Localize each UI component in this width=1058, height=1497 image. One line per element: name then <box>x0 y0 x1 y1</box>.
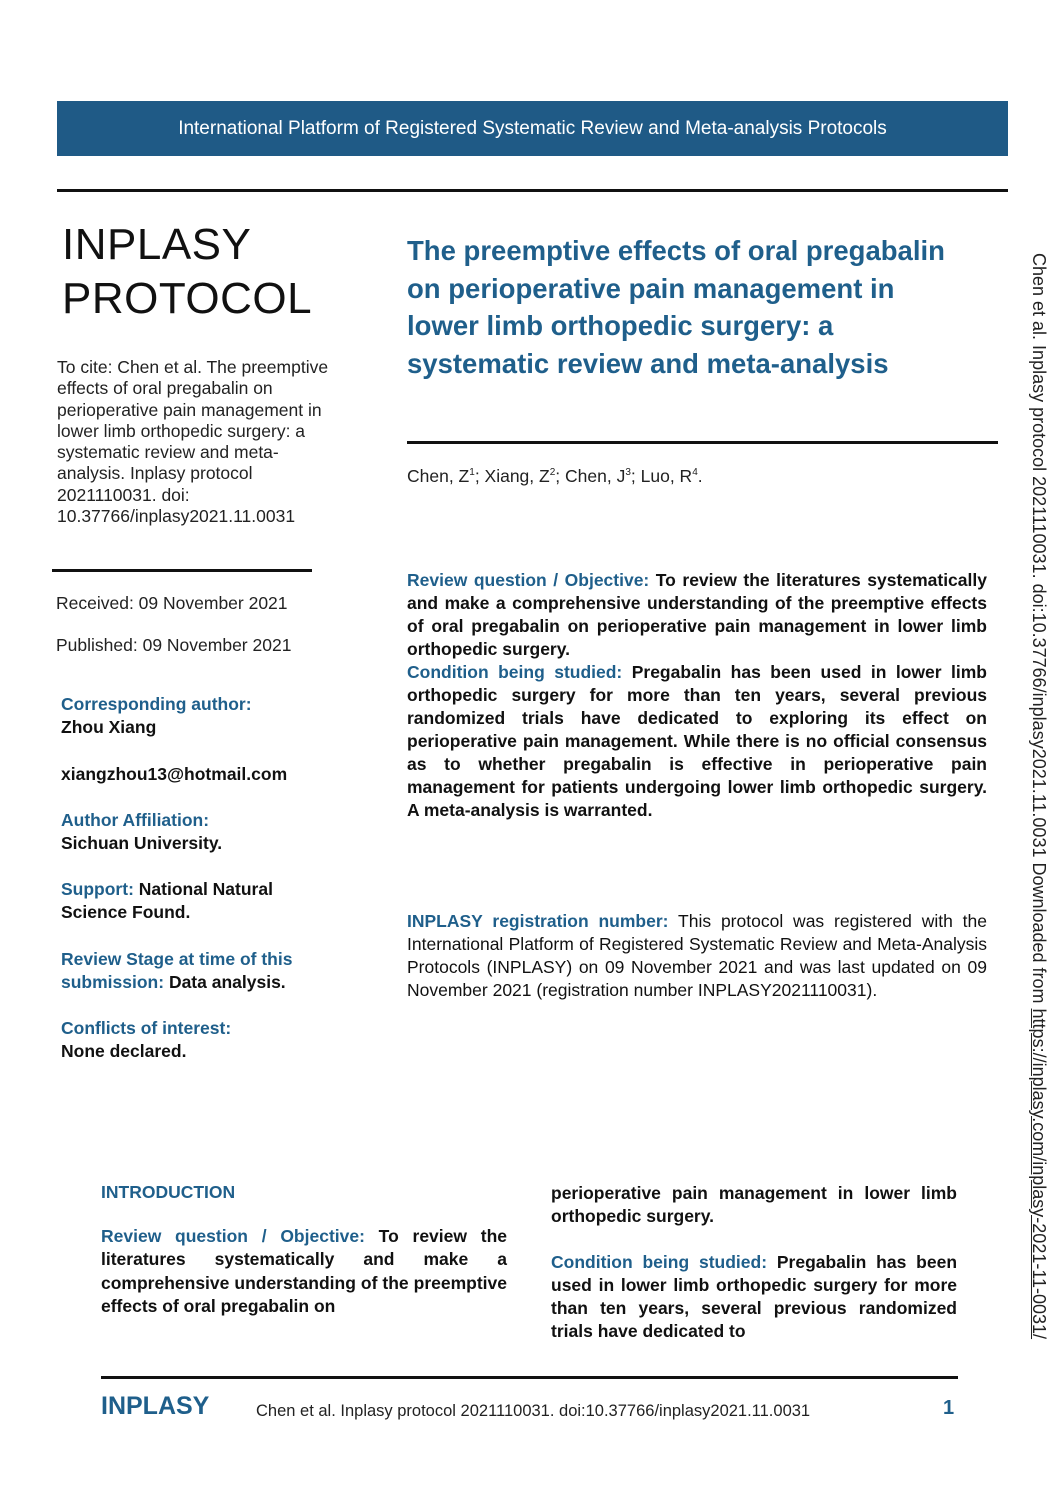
review-stage <box>61 948 336 994</box>
abstract-objective-label: Review question / Objective: <box>407 570 650 590</box>
header-rule <box>57 189 1008 192</box>
protocol-heading-line2: PROTOCOL <box>62 274 313 323</box>
published-date: Published: 09 November 2021 <box>56 635 292 655</box>
author-4-affil: 4 <box>692 467 698 479</box>
article-title: The preemptive effects of oral pregabalin on perioperative pain management in lower limb orthopedic surgery: a systematic review and meta-analysis <box>407 235 945 379</box>
author-3-affil: 3 <box>625 467 631 479</box>
intro-condition-text: Pregabalin has been used in lower limb orthopedic surgery for more than ten years, several previous randomized trials have dedicated to <box>551 1251 958 1342</box>
download-link[interactable]: https://inplasy.com/inplasy-2021-11-0031/ <box>1029 1008 1049 1340</box>
author-1: Chen, Z <box>407 466 470 486</box>
intro-objective-continued: perioperative pain management in lower limb orthopedic surgery. <box>551 1183 957 1227</box>
citation-rule <box>52 569 312 572</box>
abstract-registration <box>407 910 987 1002</box>
author-affiliation <box>61 809 336 855</box>
conflicts-of-interest <box>61 1017 336 1063</box>
abstract-objective-text: To review the literatures systematically and make a comprehensive understanding of the preemptive effects of oral pregabalin on perioperative pain management in lower limb orthopedic surgery. <box>407 570 987 659</box>
intro-column-right <box>551 1182 957 1344</box>
citation-text: To cite: Chen et al. The preemptive effects of oral pregabalin on perioperative pain management in lower limb orthopedic surgery: a systematic review and meta-analysis. Inplasy protocol 2021110031. doi: 10.37766/inplasy2021.11.0031 <box>57 357 329 527</box>
corresponding-author-label: Corresponding author: <box>61 694 252 714</box>
registration-text: This protocol was registered with the International Platform of Registered Systematic Review and Meta-Analysis Protocols (INPLASY) on 09 November 2021 and was last updated on 09 November 2021 (registration number INPLASY2021110031). <box>407 911 987 1000</box>
author-4: ; Luo, R <box>630 466 693 486</box>
corresponding-author-name: Zhou Xiang <box>61 717 157 737</box>
side-download-note <box>1024 253 1054 1381</box>
introduction-heading: INTRODUCTION <box>101 1182 236 1202</box>
conflicts-label: Conflicts of interest: <box>61 1018 232 1038</box>
title-rule <box>407 441 998 444</box>
conflicts-value: None declared. <box>61 1041 187 1061</box>
author-3: ; Chen, J <box>555 466 626 486</box>
author-2-affil: 2 <box>549 467 556 479</box>
affiliation-label: Author Affiliation: <box>61 810 210 830</box>
author-email[interactable]: xiangzhou13@hotmail.com <box>61 764 288 784</box>
author-2: ; Xiang, Z <box>474 466 550 486</box>
header-banner: International Platform of Registered Systematic Review and Meta-analysis Protocols <box>57 101 1008 156</box>
registration-label: INPLASY registration number: <box>407 911 669 931</box>
intro-objective-text: To review the literatures systematically and make a comprehensive understanding of the preemptive effects of oral pregabalin on <box>101 1226 507 1316</box>
footer-citation: Chen et al. Inplasy protocol 2021110031. doi:10.37766/inplasy2021.11.0031 <box>256 1402 811 1420</box>
protocol-heading <box>62 218 392 326</box>
received-date: Received: 09 November 2021 <box>56 593 288 613</box>
abstract-condition-label: Condition being studied: <box>407 662 623 682</box>
intro-objective-label: Review question / Objective: <box>101 1226 365 1246</box>
intro-condition-label: Condition being studied: <box>551 1251 768 1272</box>
author-list-end: . <box>697 466 703 486</box>
footer-rule <box>101 1376 958 1379</box>
author-list <box>407 466 703 487</box>
review-stage-label: Review Stage at time of this submission: <box>61 949 293 992</box>
support-label: Support: <box>61 879 134 899</box>
affiliation-value: Sichuan University. <box>61 833 223 853</box>
support-info <box>61 878 336 924</box>
review-stage-value: Data analysis. <box>164 972 286 992</box>
abstract-objective-condition <box>407 569 987 822</box>
author-1-affil: 1 <box>469 467 475 479</box>
intro-column-left <box>101 1225 507 1318</box>
support-value: National Natural Science Found. <box>61 879 273 922</box>
abstract-condition-text: Pregabalin has been used in lower limb orthopedic surgery for more than ten years, several previous randomized trials have dedicated to exploring its effect on perioperative pain management. While there is no official consensus as to whether pregabalin is effective in perioperative pain management for patients undergoing lower limb orthopedic surgery. A meta-analysis is warranted. <box>407 662 987 820</box>
download-note-text: Chen et al. Inplasy protocol 2021110031. doi:10.37766/inplasy2021.11.0031 Downloaded from <box>1029 253 1049 1009</box>
page-number: 1 <box>943 1397 955 1419</box>
footer-brand: INPLASY <box>101 1392 210 1420</box>
corresponding-author <box>61 693 336 739</box>
protocol-heading-line1: INPLASY <box>62 220 252 269</box>
